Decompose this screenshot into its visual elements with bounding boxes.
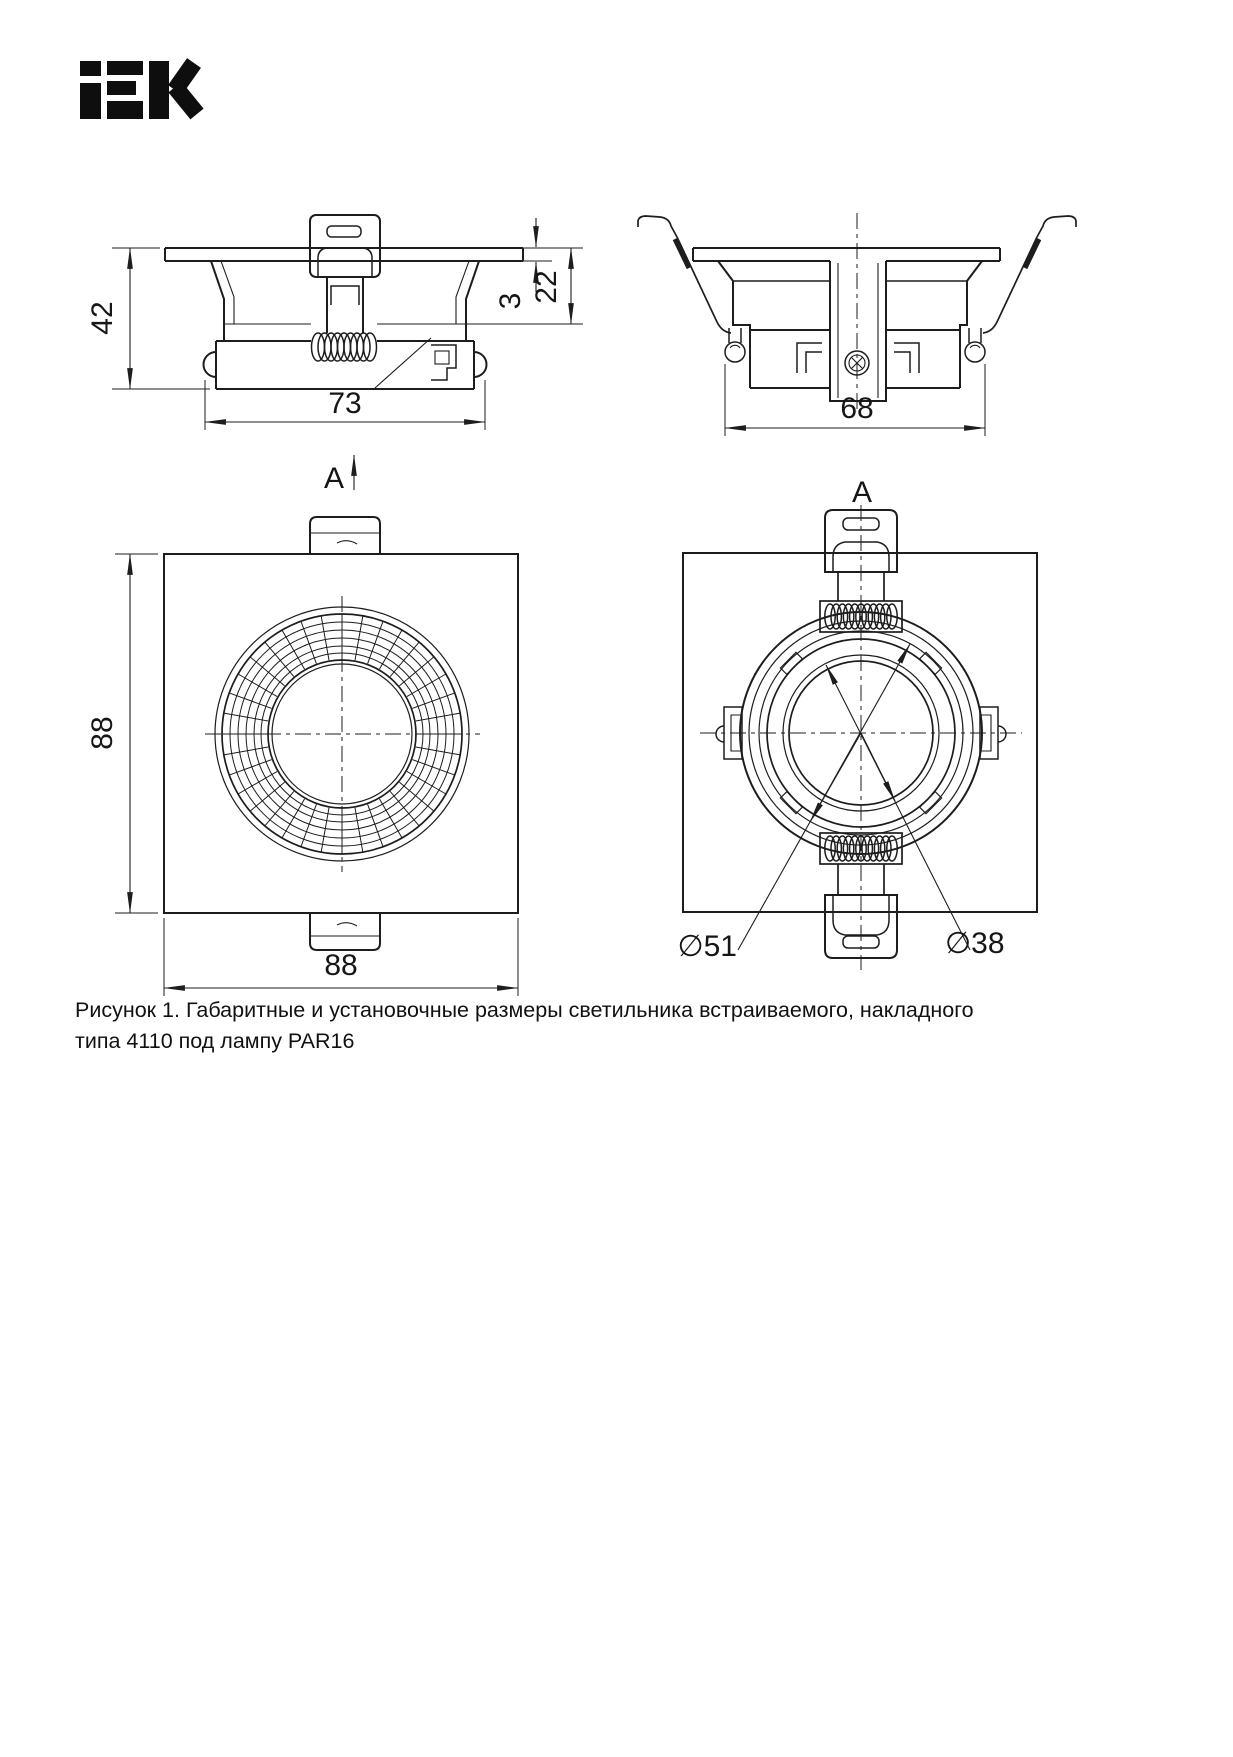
view-direction-marker	[324, 455, 354, 495]
figure-caption-line1: Рисунок 1. Габаритные и установочные размеры светильника встраиваемого, накладного	[75, 998, 974, 1022]
dim-width-label: 88	[324, 949, 358, 982]
rear-view	[677, 476, 1037, 970]
dim-height-label: 42	[86, 301, 119, 335]
dim-flange-label: 3	[494, 292, 527, 310]
dim-outer-diameter-label: ∅51	[677, 930, 737, 963]
dim-height-label: 88	[86, 716, 119, 750]
view-direction-label: A	[323, 462, 345, 495]
figure-caption	[75, 995, 1135, 1057]
flange	[165, 248, 523, 261]
side-section-view	[86, 215, 583, 430]
dia38-arrow2	[861, 733, 895, 801]
dim-depth-label: 22	[530, 270, 563, 304]
centerlines	[700, 505, 1022, 970]
side-mounted-view	[638, 213, 1076, 436]
dim-inner-diameter-label: ∅38	[945, 927, 1005, 960]
front-view	[86, 517, 518, 996]
flange	[693, 248, 1000, 261]
dia51-arrow2	[810, 733, 861, 822]
view-label: A	[851, 476, 873, 509]
figure-caption-line2: типа 4110 под лампу PAR16	[75, 1029, 355, 1053]
dim-width-label: 73	[328, 387, 362, 420]
spring-clip	[310, 215, 380, 277]
dim-span-label: 68	[840, 392, 874, 425]
coil-spring	[312, 333, 377, 361]
